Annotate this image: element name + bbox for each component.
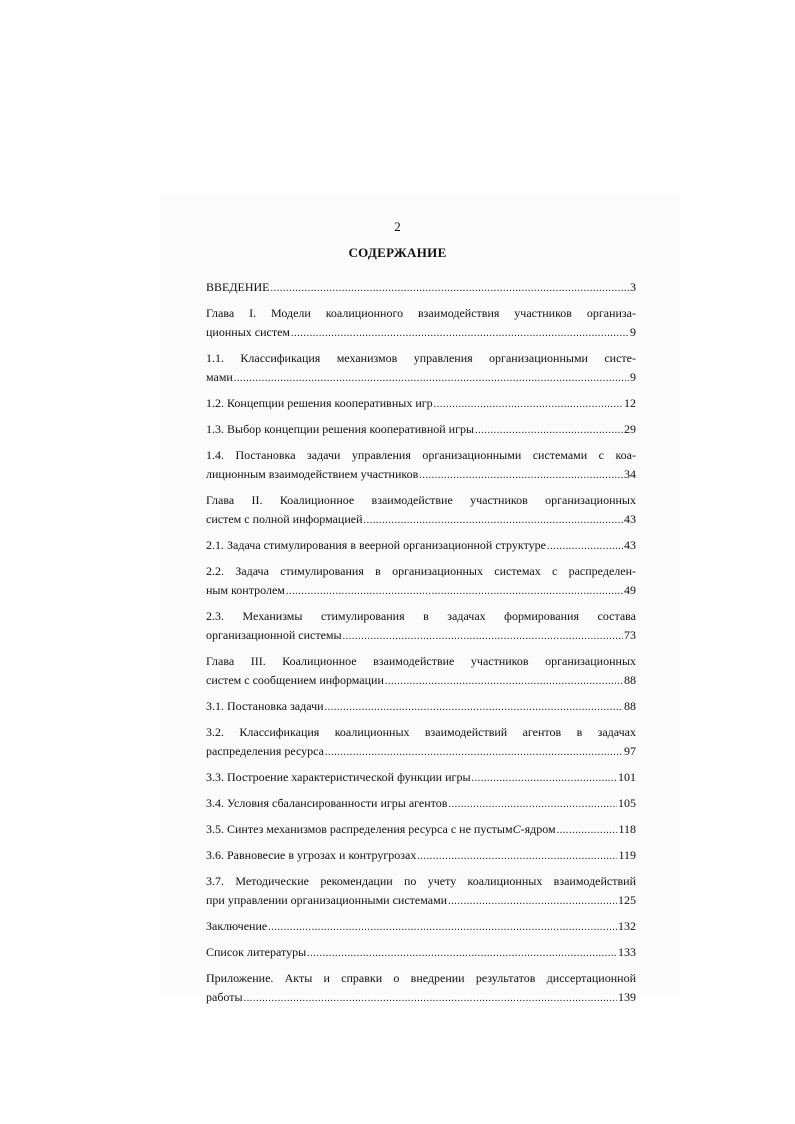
toc-entry-text: распределения ресурса [206, 744, 324, 758]
toc-page-number: 125 [618, 893, 636, 907]
toc-entry-text: Приложение. Акты и справки о внедрении результатов диссертационной [206, 971, 636, 985]
toc-line [206, 465, 636, 484]
toc-entry-text: мами [206, 370, 233, 384]
dot-leader [547, 536, 623, 556]
toc-page-number: 9 [630, 370, 636, 384]
toc-entry-text: 1.3. Выбор концепции решения кооперативной игры [206, 422, 475, 436]
toc-line [206, 671, 636, 690]
toc-line [206, 304, 636, 323]
toc-entry-text: Глава I. Модели коалиционного взаимодействия участников организа- [206, 306, 636, 320]
toc-page-number: 3 [630, 280, 636, 294]
toc-entry-text: при управлении организационными системами [206, 893, 448, 907]
dot-leader [271, 278, 629, 298]
toc-entry-text: 3.4. Условия сбалансированности игры агентов [206, 796, 448, 810]
toc-entry-text: 3.7. Методические рекомендации по учету коалиционных взаимодействий [206, 874, 636, 888]
toc-entry-text: 3.5. Синтез механизмов распределения ресурса с не пустым [206, 822, 513, 836]
toc-entry-text: -ядром [520, 822, 556, 836]
toc-entry-text: 1.4. Постановка задачи управления организационными системами с коа- [206, 448, 636, 462]
dot-leader [475, 420, 623, 440]
toc-entry-text: Глава II. Коалиционное взаимодействие участников организационных [206, 493, 636, 507]
toc-line [206, 626, 636, 645]
toc-page-number: 49 [624, 583, 636, 597]
toc-line [206, 581, 636, 600]
toc-line [206, 510, 636, 529]
toc-entry-text: 1.2. Концепции решения кооперативных игр [206, 396, 433, 410]
toc-entry-text: 3.3. Построение характеристической функции игры [206, 770, 471, 784]
toc-line [206, 323, 636, 342]
toc-page-number: 43 [624, 538, 636, 552]
toc-entry-text: Глава III. Коалиционное взаимодействие участников организационных [206, 654, 636, 668]
toc-line [206, 969, 636, 988]
toc-entry-text: 3.2. Классификация коалиционных взаимодействий агентов в задачах [206, 725, 636, 739]
dot-leader [419, 465, 623, 485]
toc-entry-text: ным контролем [206, 583, 285, 597]
toc-page-number: 132 [618, 919, 636, 933]
toc-entry-italic: C [512, 822, 521, 836]
toc-entry-text: 3.1. Постановка задачи [206, 699, 324, 713]
toc-line [206, 697, 636, 716]
toc-line [206, 846, 636, 865]
toc-entry-text: ционных систем [206, 325, 290, 339]
toc-line [206, 349, 636, 368]
toc-line [206, 420, 636, 439]
dot-leader [325, 742, 623, 762]
toc-line [206, 820, 636, 839]
dot-leader [417, 846, 617, 866]
dot-leader [448, 891, 617, 911]
toc-line [206, 768, 636, 787]
dot-leader [307, 943, 617, 963]
toc-page-number: 9 [630, 325, 636, 339]
toc-page-number: 12 [624, 396, 636, 410]
toc-line [206, 723, 636, 742]
toc-page-number: 29 [624, 422, 636, 436]
toc-entry-text: 1.1. Классификация механизмов управления организационными систе- [206, 351, 636, 365]
toc-entry-text: Список литературы [206, 945, 307, 959]
toc-entry-text: 2.1. Задача стимулирования в веерной организационной структуре [206, 538, 546, 552]
toc-line [206, 943, 636, 962]
toc-entry-text: систем с сообщением информации [206, 673, 384, 687]
dot-leader [244, 988, 617, 1008]
toc-line [206, 652, 636, 671]
toc-entry-text: ВВЕДЕНИЕ [206, 280, 270, 294]
toc-page-number: 88 [624, 673, 636, 687]
toc-line [206, 368, 636, 387]
toc-page-number: 105 [618, 796, 636, 810]
dot-leader [291, 323, 629, 343]
toc-page-number: 133 [618, 945, 636, 959]
page-number: 2 [394, 219, 401, 234]
dot-leader [472, 768, 617, 788]
toc-page-number: 43 [624, 512, 636, 526]
dot-leader [268, 917, 617, 937]
toc-entry-text: 3.6. Равновесие в угрозах и контругрозах [206, 848, 417, 862]
dot-leader [234, 368, 629, 388]
toc-page-number: 101 [618, 770, 636, 784]
toc-page-number: 73 [624, 628, 636, 642]
toc-line [206, 491, 636, 510]
toc-entry-text: Заключение [206, 919, 268, 933]
table-of-contents [206, 278, 636, 1007]
dot-leader [434, 394, 623, 414]
toc-entry-text: работы [206, 990, 243, 1004]
dot-leader [286, 581, 623, 601]
toc-page-number: 118 [618, 822, 636, 836]
toc-line [206, 607, 636, 626]
dot-leader [364, 510, 623, 530]
toc-entry-text: организационной системы [206, 628, 342, 642]
toc-entry-text: 2.2. Задача стимулирования в организационных системах с распределен- [206, 564, 636, 578]
toc-line [206, 536, 636, 555]
toc-page-number: 139 [618, 990, 636, 1004]
dot-leader [448, 794, 617, 814]
dot-leader [385, 671, 623, 691]
toc-page-number: 88 [624, 699, 636, 713]
dot-leader [343, 626, 623, 646]
toc-line [206, 988, 636, 1007]
toc-line [206, 891, 636, 910]
page-title: СОДЕРЖАНИЕ [348, 245, 447, 260]
toc-line [206, 278, 636, 297]
toc-entry-text: лиционным взаимодействием участников [206, 467, 419, 481]
toc-line [206, 446, 636, 465]
toc-line [206, 394, 636, 413]
toc-page-number: 119 [618, 848, 636, 862]
toc-line [206, 794, 636, 813]
toc-line [206, 742, 636, 761]
toc-entry-text: систем с полной информацией [206, 512, 363, 526]
toc-line [206, 872, 636, 891]
dot-leader [325, 697, 623, 717]
toc-page-number: 97 [624, 744, 636, 758]
dot-leader [557, 820, 618, 840]
toc-line [206, 562, 636, 581]
toc-page-number: 34 [624, 467, 636, 481]
toc-line [206, 917, 636, 936]
toc-entry-text: 2.3. Механизмы стимулирования в задачах формирования состава [206, 609, 636, 623]
